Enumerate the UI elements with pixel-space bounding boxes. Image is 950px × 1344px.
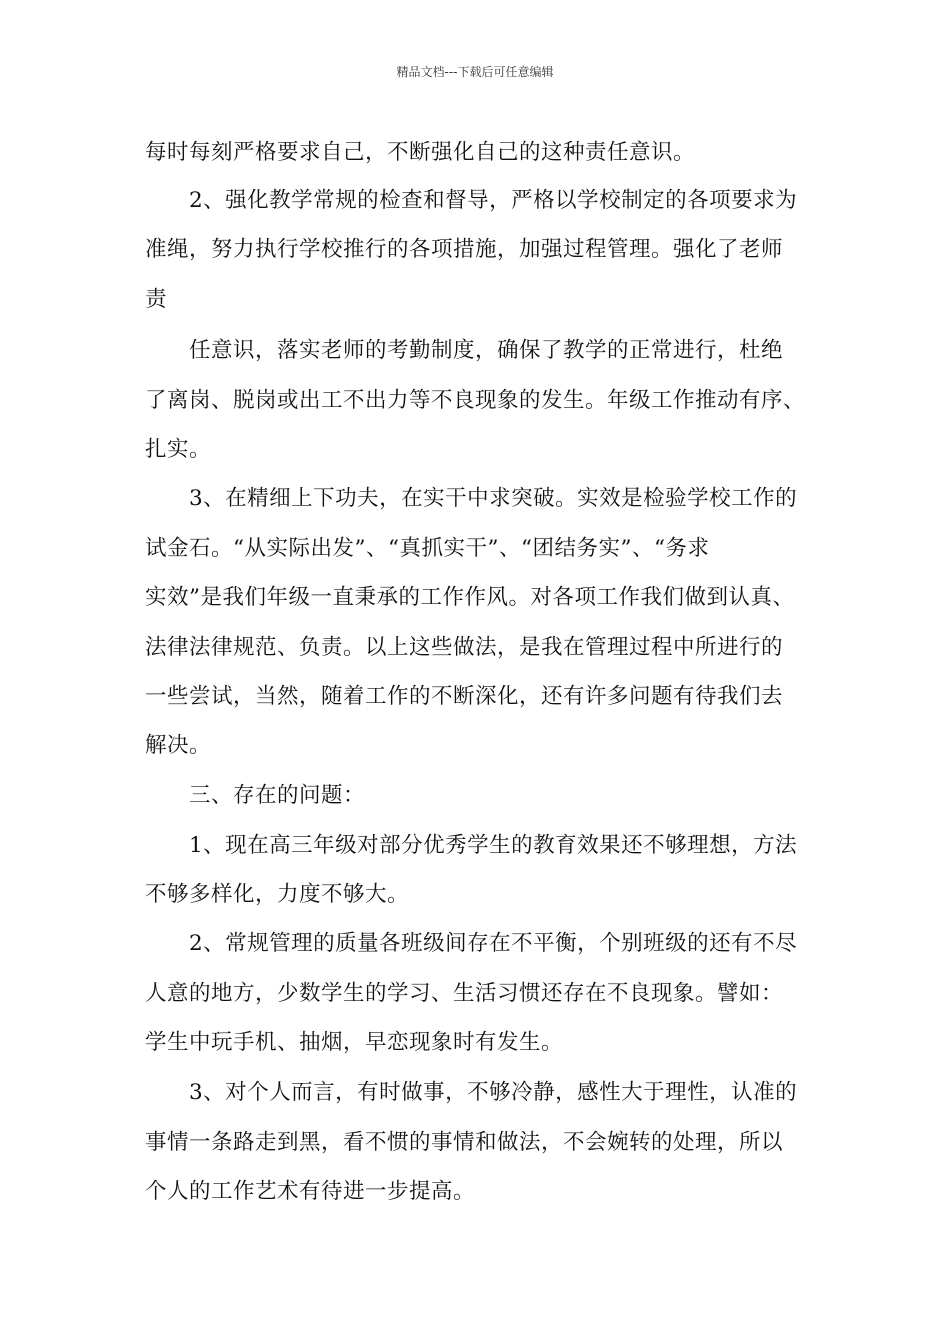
body-line: 试金石。“从实际出发”、“真抓实干”、“团结务实”、“务求 [145,536,710,561]
body-line: 扎实。 [145,437,212,462]
body-line: 2、常规管理的质量各班级间存在不平衡，个别班级的还有不尽 [145,931,798,956]
page-header: 精品文档---下载后可任意编辑 [396,65,554,79]
body-line: 责 [145,287,168,312]
body-line: 人意的地方，少数学生的学习、生活习惯还存在不良现象。譬如： [145,981,784,1006]
body-line: 1、现在高三年级对部分优秀学生的教育效果还不够理想，方法 [145,833,798,858]
body-line: 每时每刻严格要求自己，不断强化自己的这种责任意识。 [145,140,696,165]
body-line: 学生中玩手机、抽烟，早恋现象时有发生。 [145,1030,564,1055]
body-line: 准绳，努力执行学校推行的各项措施，加强过程管理。强化了老师 [145,237,784,262]
body-line: 法律法律规范、负责。以上这些做法，是我在管理过程中所进行的 [145,635,784,660]
body-line: 了离岗、脱岗或出工不出力等不良现象的发生。年级工作推动有序、 [145,388,806,413]
body-line: 不够多样化，力度不够大。 [145,882,410,907]
body-line: 一些尝试，当然，随着工作的不断深化，还有许多问题有待我们去 [145,684,784,709]
body-line: 2、强化教学常规的检查和督导，严格以学校制定的各项要求为 [145,188,798,213]
body-line: 个人的工作艺术有待进一步提高。 [145,1179,476,1204]
body-line: 解决。 [145,733,212,758]
body-line: 3、在精细上下功夫，在实干中求突破。实效是检验学校工作的 [145,486,798,511]
body-line: 3、对个人而言，有时做事，不够冷静，感性大于理性，认准的 [145,1080,798,1105]
section-heading: 三、存在的问题： [145,783,366,808]
body-line: 任意识，落实老师的考勤制度，确保了教学的正常进行，杜绝 [145,338,784,363]
body-line: 实效”是我们年级一直秉承的工作作风。对各项工作我们做到认真、 [145,585,795,610]
body-line: 事情一条路走到黑，看不惯的事情和做法，不会婉转的处理，所以 [145,1130,784,1155]
